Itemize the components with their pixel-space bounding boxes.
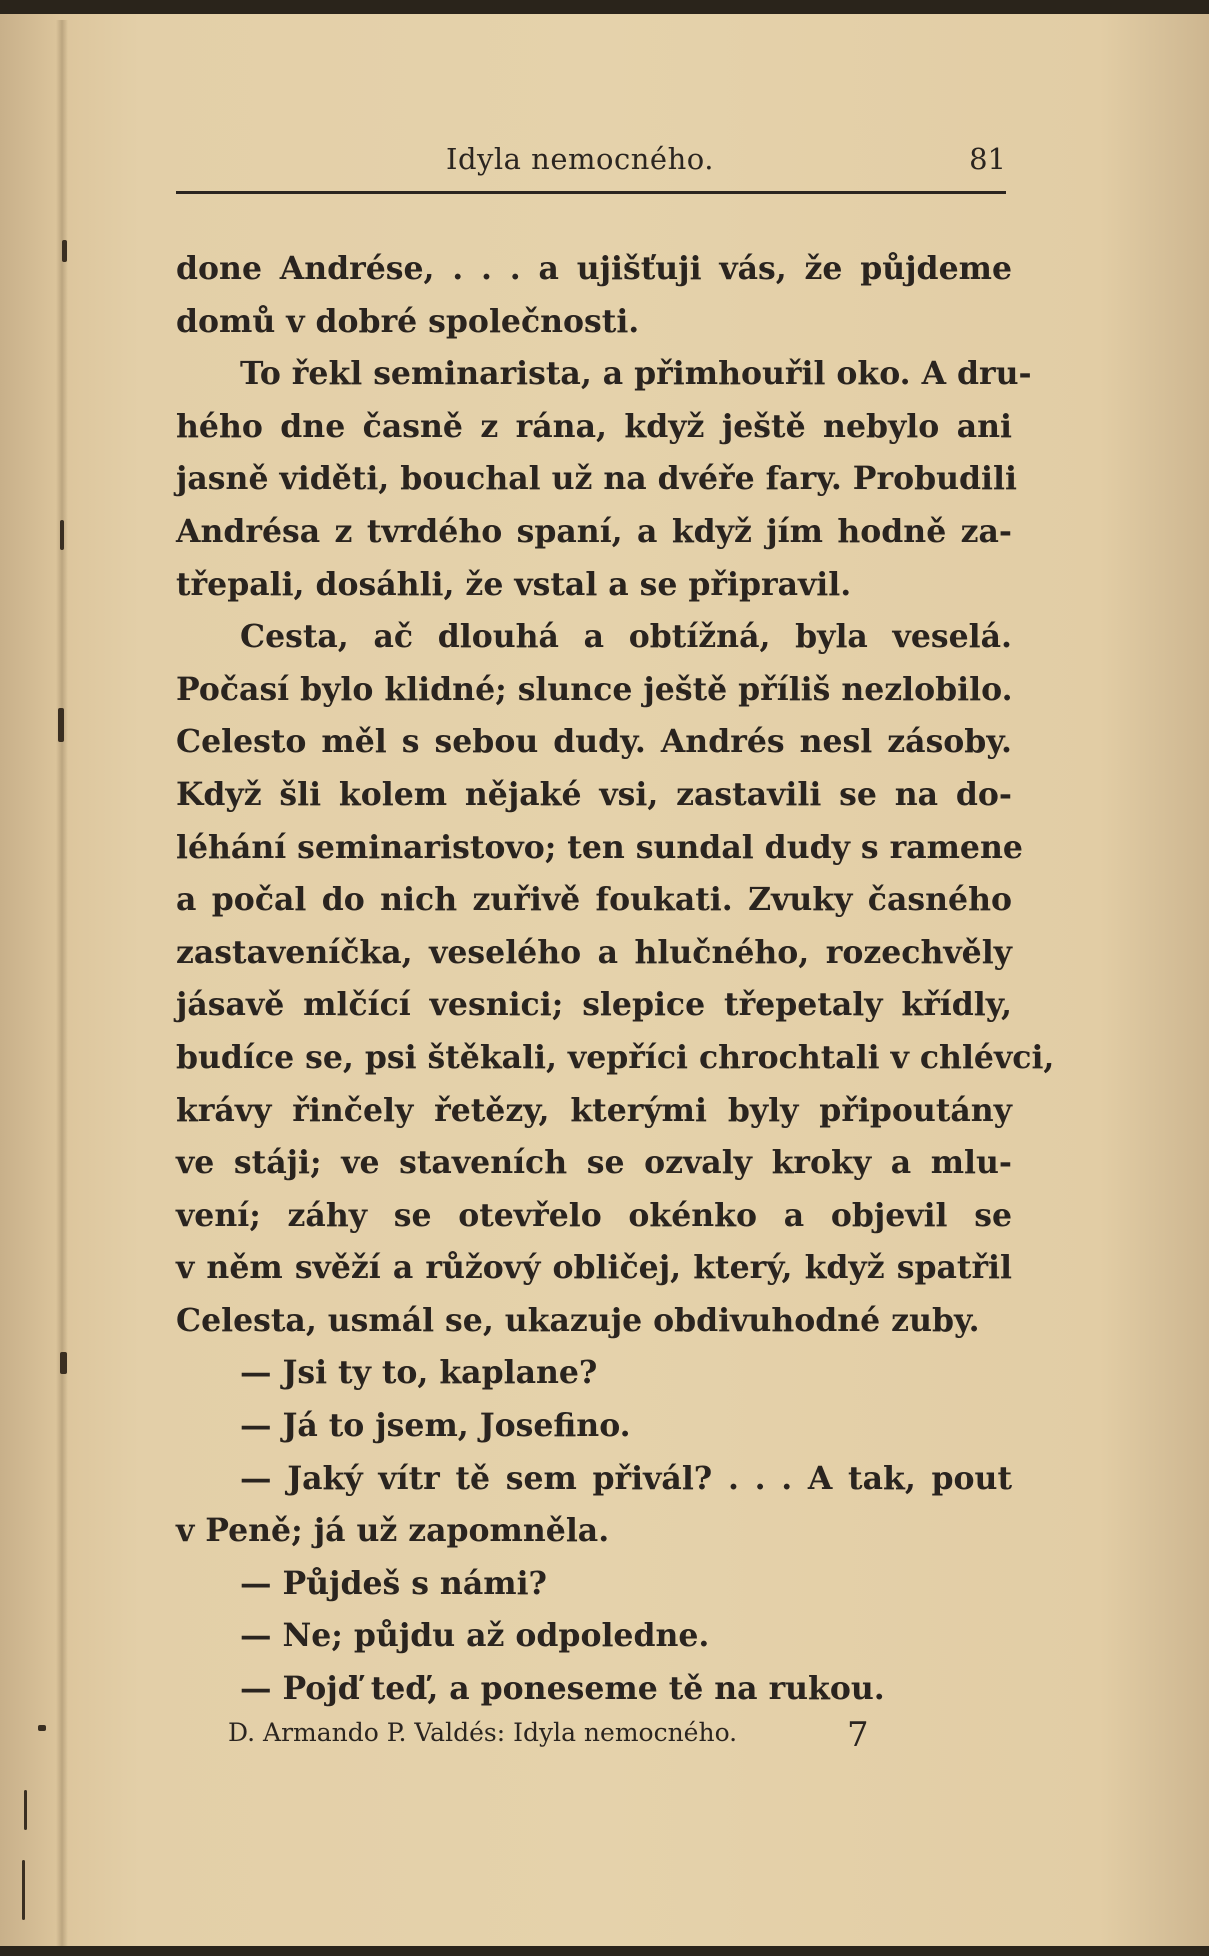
text-line: Andrésa z tvrdého spaní, a když jím hodně za- [176, 512, 1012, 550]
text-line: — Pojď teď, a poneseme tě na rukou. [240, 1670, 885, 1708]
header-rule [176, 191, 1006, 194]
text-line: třepali, dosáhli, že vstal a se připravil. [176, 565, 852, 603]
text-line: zastaveníčka, veselého a hlučného, rozechvěly [176, 933, 1012, 971]
margin-mark [60, 520, 64, 550]
margin-mark [24, 1790, 27, 1830]
margin-mark [60, 1352, 67, 1374]
text-line: ve stáji; ve staveních se ozvaly kroky a mlu- [176, 1144, 1012, 1182]
margin-mark [62, 240, 67, 262]
text-line: — Půjdeš s námi? [240, 1564, 547, 1602]
text-line: léhání seminaristovo; ten sundal dudy s ramene [176, 828, 1023, 866]
text-line: — Ne; půjdu až odpoledne. [240, 1617, 710, 1655]
text-line: done Andrése, . . . a ujišťuji vás, že půjdeme [176, 250, 1012, 287]
text-line: krávy řinčely řetězy, kterými byly připoutány [176, 1091, 1012, 1129]
margin-mark [58, 708, 64, 742]
margin-mark [22, 1860, 25, 1920]
running-head [176, 142, 1006, 192]
text-line: Když šli kolem nějaké vsi, zastavili se na do- [176, 775, 1012, 813]
text-line: vení; záhy se otevřelo okénko a objevil se [176, 1196, 1012, 1234]
text-line: — Jsi ty to, kaplane? [240, 1354, 598, 1392]
text-line: domů v dobré společnosti. [176, 302, 640, 340]
body-text [176, 243, 1055, 1716]
footer-sheet-number: 7 [847, 1715, 869, 1755]
text-line: budíce se, psi štěkali, vepříci chrochtali v chlévci, [176, 1038, 1055, 1076]
text-line: hého dne časně z rána, když ještě nebylo ani [176, 407, 1012, 445]
margin-mark [38, 1725, 46, 1731]
page-gutter [56, 20, 68, 1950]
footer-signature: D. Armando P. Valdés: Idyla nemocného. [228, 1718, 738, 1747]
text-line: Cesta, ač dlouhá a obtížná, byla veselá. [240, 618, 1012, 656]
text-line: a počal do nich zuřivě foukati. Zvuky časného [176, 881, 1012, 919]
text-line: jásavě mlčící vesnici; slepice třepetaly křídly, [176, 986, 1012, 1024]
text-line: Celesta, usmál se, ukazuje obdivuhodné zuby. [176, 1301, 980, 1339]
text-line: Počasí bylo klidné; slunce ještě příliš nezlobilo. [176, 670, 1013, 708]
text-line: v Peně; já už zapomněla. [176, 1512, 610, 1550]
text-line: To řekl seminarista, a přimhouřil oko. A dru- [240, 355, 1032, 393]
text-line: — Jaký vítr tě sem přivál? . . . A tak, pout [240, 1459, 1012, 1497]
text-line: jasně viděti, bouchal už na dvéře fary. Probudili [176, 460, 1017, 498]
text-line: v něm svěží a růžový obličej, který, když spatřil [176, 1249, 1012, 1287]
page-number: 81 [969, 142, 1006, 176]
text-line: — Já to jsem, Josefino. [240, 1407, 631, 1445]
text-line: Celesto měl s sebou dudy. Andrés nesl zásoby. [176, 723, 1012, 761]
running-head-title: Idyla nemocného. [446, 142, 714, 176]
